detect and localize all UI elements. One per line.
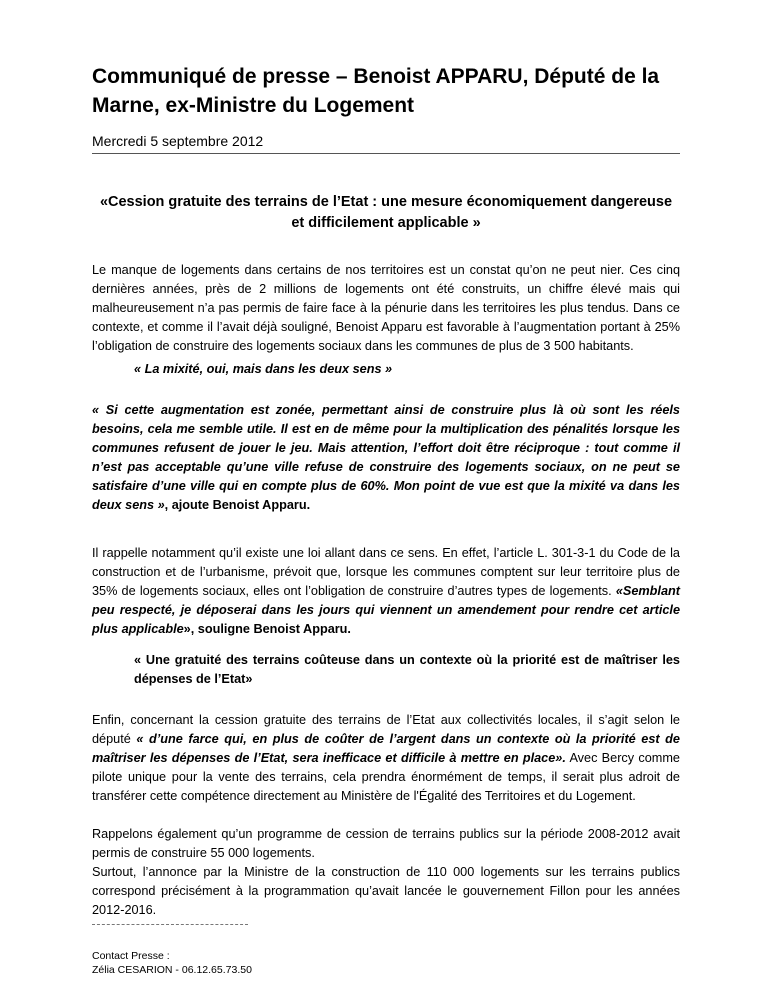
programme-text: Rappelons également qu’un programme de cession de terrains publics sur la période 2008-2012 avait permis de construire 55 000 logements. [92, 827, 680, 860]
quote-paragraph [92, 401, 680, 515]
press-contact [92, 949, 252, 977]
programme-paragraph [92, 825, 680, 920]
contact-label: Contact Presse : [92, 950, 170, 962]
quote-amendement: «Semblant peu respecté, je déposerai dans les jours qui viennent un amendement pour rendre cet article plus applicable [92, 584, 680, 636]
annonce-text: Surtout, l’annonce par la Ministre de la construction de 110 000 logements sur les terrains publics correspond précisément à la programmation qu’avait lancée le gouvernement Fillon pour les années 2012-2016. [92, 865, 680, 917]
intro-paragraph: Le manque de logements dans certains de nos territoires est un constat qu’on ne peut nier. Ces cinq dernières années, près de 2 millions de logements ont été construits, un chiffre élevé mais qui malheureusement n’a pas permis de faire face à la pénurie dans les territoires les plus tendus. Dans ce contexte, et comme il l’avait déjà souligné, Benoist Apparu est favorable à l’augmentation portant à 25% l’obligation de construire des logements sociaux dans les communes de plus de 3 500 habitants. [92, 263, 680, 353]
cession-end: Avec Bercy comme pilote unique pour la vente des terrains, cela prendra énormément de temps, il serait plus adroit de transférer cette compétence directement au Ministère de l'Égalité des Territoires et du Logement. [92, 751, 680, 803]
amendement-attribution: », souligne Benoist Apparu. [183, 622, 351, 636]
law-paragraph [92, 544, 680, 639]
quote-farce: « d’une farce qui, en plus de coûter de l’argent dans un contexte où la priorité est de maîtriser les dépenses de l’Etat, sera inefficace et difficile à mettre en place». [92, 732, 680, 765]
cession-intro: Enfin, concernant la cession gratuite des terrains de l’Etat aux collectivités locales, il s’agit selon le député [92, 713, 680, 746]
headline: «Cession gratuite des terrains de l’Etat : une mesure économiquement dangereuse et difficilement applicable » [99, 194, 673, 231]
cession-paragraph [92, 711, 680, 806]
contact-value: Zélia CESARION - 06.12.65.73.50 [92, 964, 252, 976]
release-date: Mercredi 5 septembre 2012 [92, 131, 680, 154]
quote-attribution: , ajoute Benoist Apparu. [164, 498, 311, 512]
quote-mixite: « Si cette augmentation est zonée, permettant ainsi de construire plus là où sont les réels besoins, cela me semble utile. Il est en de même pour la multiplication des pénalités lorsque les communes refusent de jouer le jeu. Mais attention, l’effort doit être réciproque : tout comme il n’est pas acceptable qu’une ville refuse de construire des logements sociaux, on ne peut se satisfaire d’une ville qui en compte plus de 60%. Mon point de vue est que la mixité va dans les deux sens » [92, 403, 680, 512]
subheading-gratuite: « Une gratuité des terrains coûteuse dans un contexte où la priorité est de maîtriser les dépenses de l’Etat» [134, 653, 680, 686]
subheading-mixite: « La mixité, oui, mais dans les deux sens » [134, 362, 393, 376]
law-text: Il rappelle notamment qu’il existe une loi allant dans ce sens. En effet, l’article L. 301-3-1 du Code de la construction et de l’urbanisme, prévoit que, lorsque les communes comptent sur leur territoire plus de 35% de logements sociaux, elles ont l’obligation de construire d’autres types de logements. [92, 546, 680, 598]
page-title: Communiqué de presse – Benoist APPARU, Député de la Marne, ex-Ministre du Logement [92, 65, 660, 117]
footer-separator [92, 924, 248, 925]
